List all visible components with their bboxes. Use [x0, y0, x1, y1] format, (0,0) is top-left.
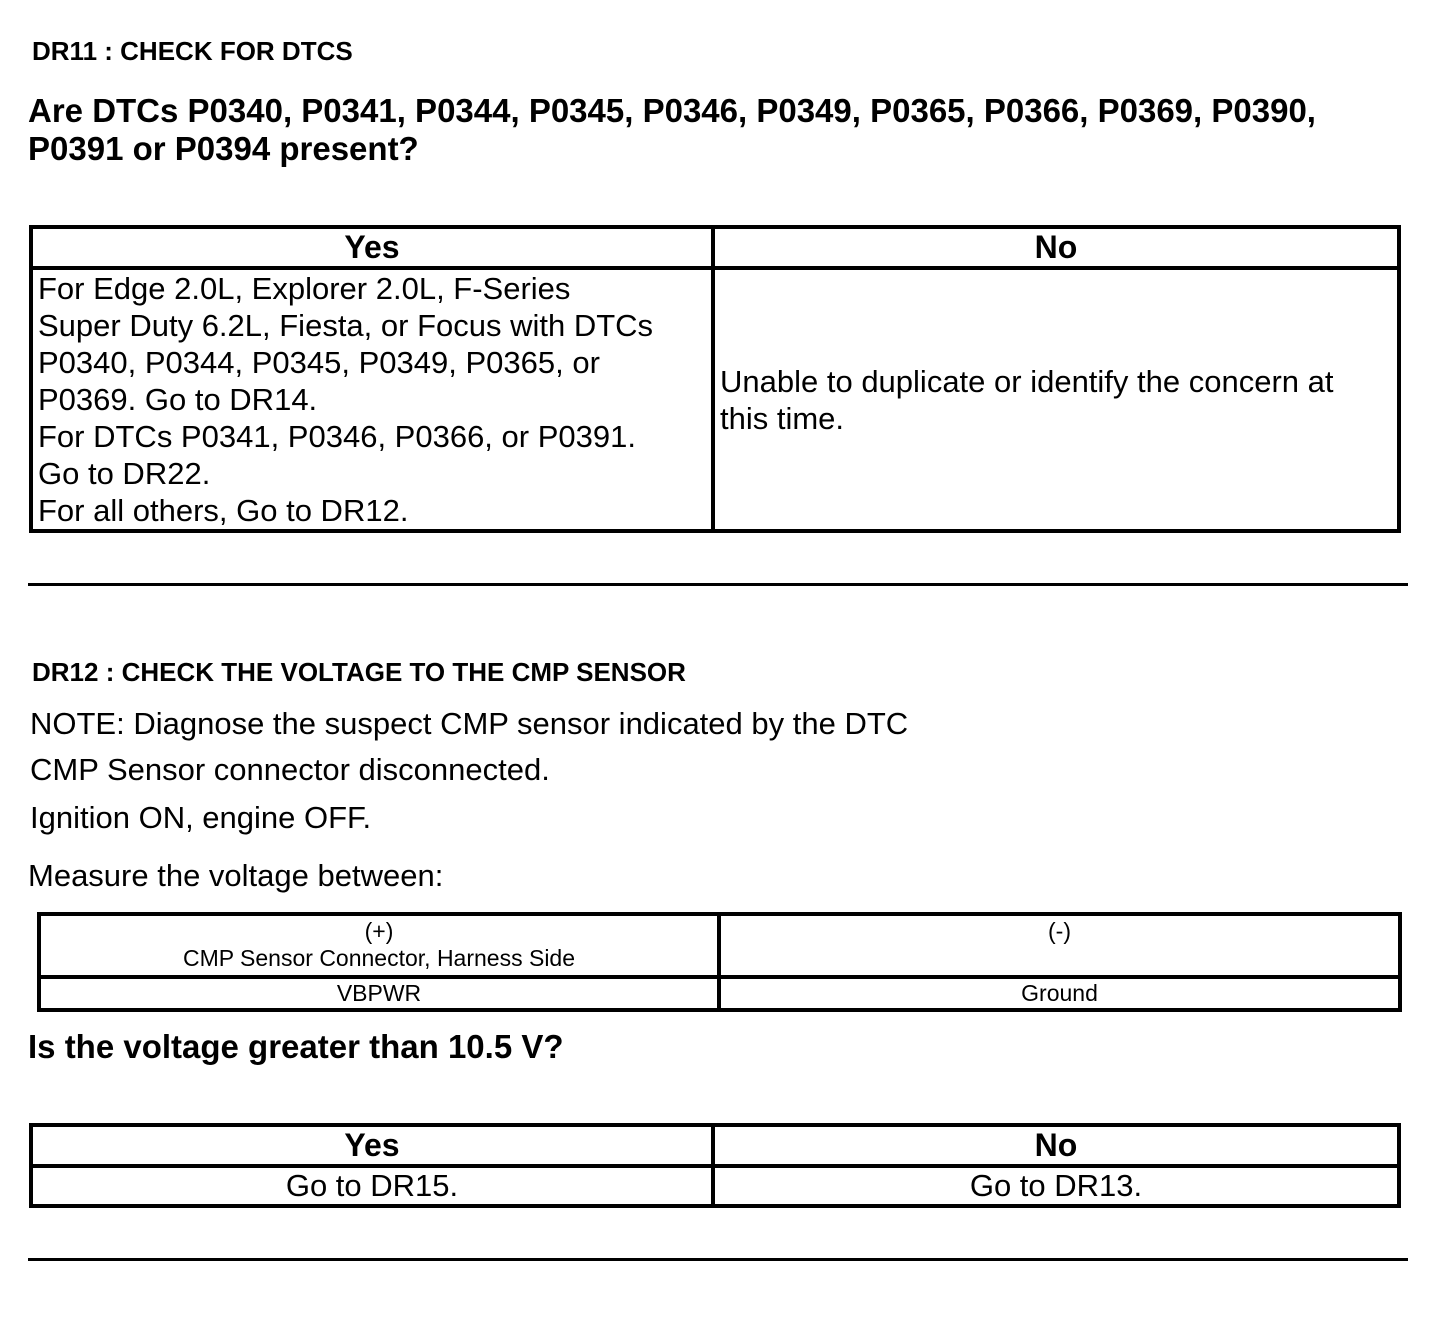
dr12-step-title: DR12 : CHECK THE VOLTAGE TO THE CMP SENSOR: [32, 657, 686, 687]
dr11-yes-line: P0369. Go to DR14.: [38, 382, 318, 417]
dr11-yes-cell: [31, 268, 713, 531]
dr11-yes-line: Super Duty 6.2L, Fiesta, or Focus with DTCs: [38, 308, 654, 343]
measure-plus-value: VBPWR: [39, 977, 719, 1010]
measure-plus-description: CMP Sensor Connector, Harness Side: [182, 945, 576, 971]
dr11-no-line: this time.: [720, 400, 845, 436]
dr12-measure-intro: Measure the voltage between:: [28, 858, 444, 893]
dr11-no-header: No: [713, 227, 1399, 268]
dr12-yes-no-table: [29, 1123, 1401, 1208]
dr11-question-line-2: P0391 or P0394 present?: [28, 130, 419, 167]
dr11-yes-line: Go to DR22.: [38, 456, 211, 491]
measure-plus-header: [39, 914, 719, 977]
section-divider: [28, 1258, 1408, 1261]
dr11-yes-no-table: [29, 225, 1401, 533]
dr12-question: Is the voltage greater than 10.5 V?: [28, 1028, 564, 1065]
dr12-step-2: Ignition ON, engine OFF.: [30, 800, 372, 835]
dr12-measure-table: [37, 912, 1402, 1012]
section-divider: [28, 583, 1408, 586]
dr12-step-1: CMP Sensor connector disconnected.: [30, 752, 550, 787]
dr12-yes-header: Yes: [31, 1125, 713, 1166]
measure-minus-value: Ground: [719, 977, 1400, 1010]
dr11-step-title: DR11 : CHECK FOR DTCS: [32, 36, 353, 66]
measure-minus-header: [719, 914, 1400, 977]
measure-minus-symbol: (-): [1048, 918, 1071, 944]
dr11-yes-line: For Edge 2.0L, Explorer 2.0L, F-Series: [38, 271, 571, 306]
dr11-yes-header: Yes: [31, 227, 713, 268]
dr11-yes-line: For DTCs P0341, P0346, P0366, or P0391.: [38, 419, 636, 454]
dr12-yes-cell: Go to DR15.: [31, 1166, 713, 1206]
measure-plus-symbol: (+): [364, 918, 394, 944]
dr12-no-header: No: [713, 1125, 1399, 1166]
dr11-no-line: Unable to duplicate or identify the concern at: [720, 363, 1334, 399]
dr12-note: NOTE: Diagnose the suspect CMP sensor indicated by the DTC: [30, 706, 909, 741]
dr12-no-cell: Go to DR13.: [713, 1166, 1399, 1206]
dr11-question-line-1: Are DTCs P0340, P0341, P0344, P0345, P0346, P0349, P0365, P0366, P0369, P0390,: [28, 92, 1316, 129]
dr11-no-cell: [713, 268, 1399, 531]
dr11-yes-line: P0340, P0344, P0345, P0349, P0365, or: [38, 345, 600, 380]
dr11-yes-line: For all others, Go to DR12.: [38, 493, 409, 528]
